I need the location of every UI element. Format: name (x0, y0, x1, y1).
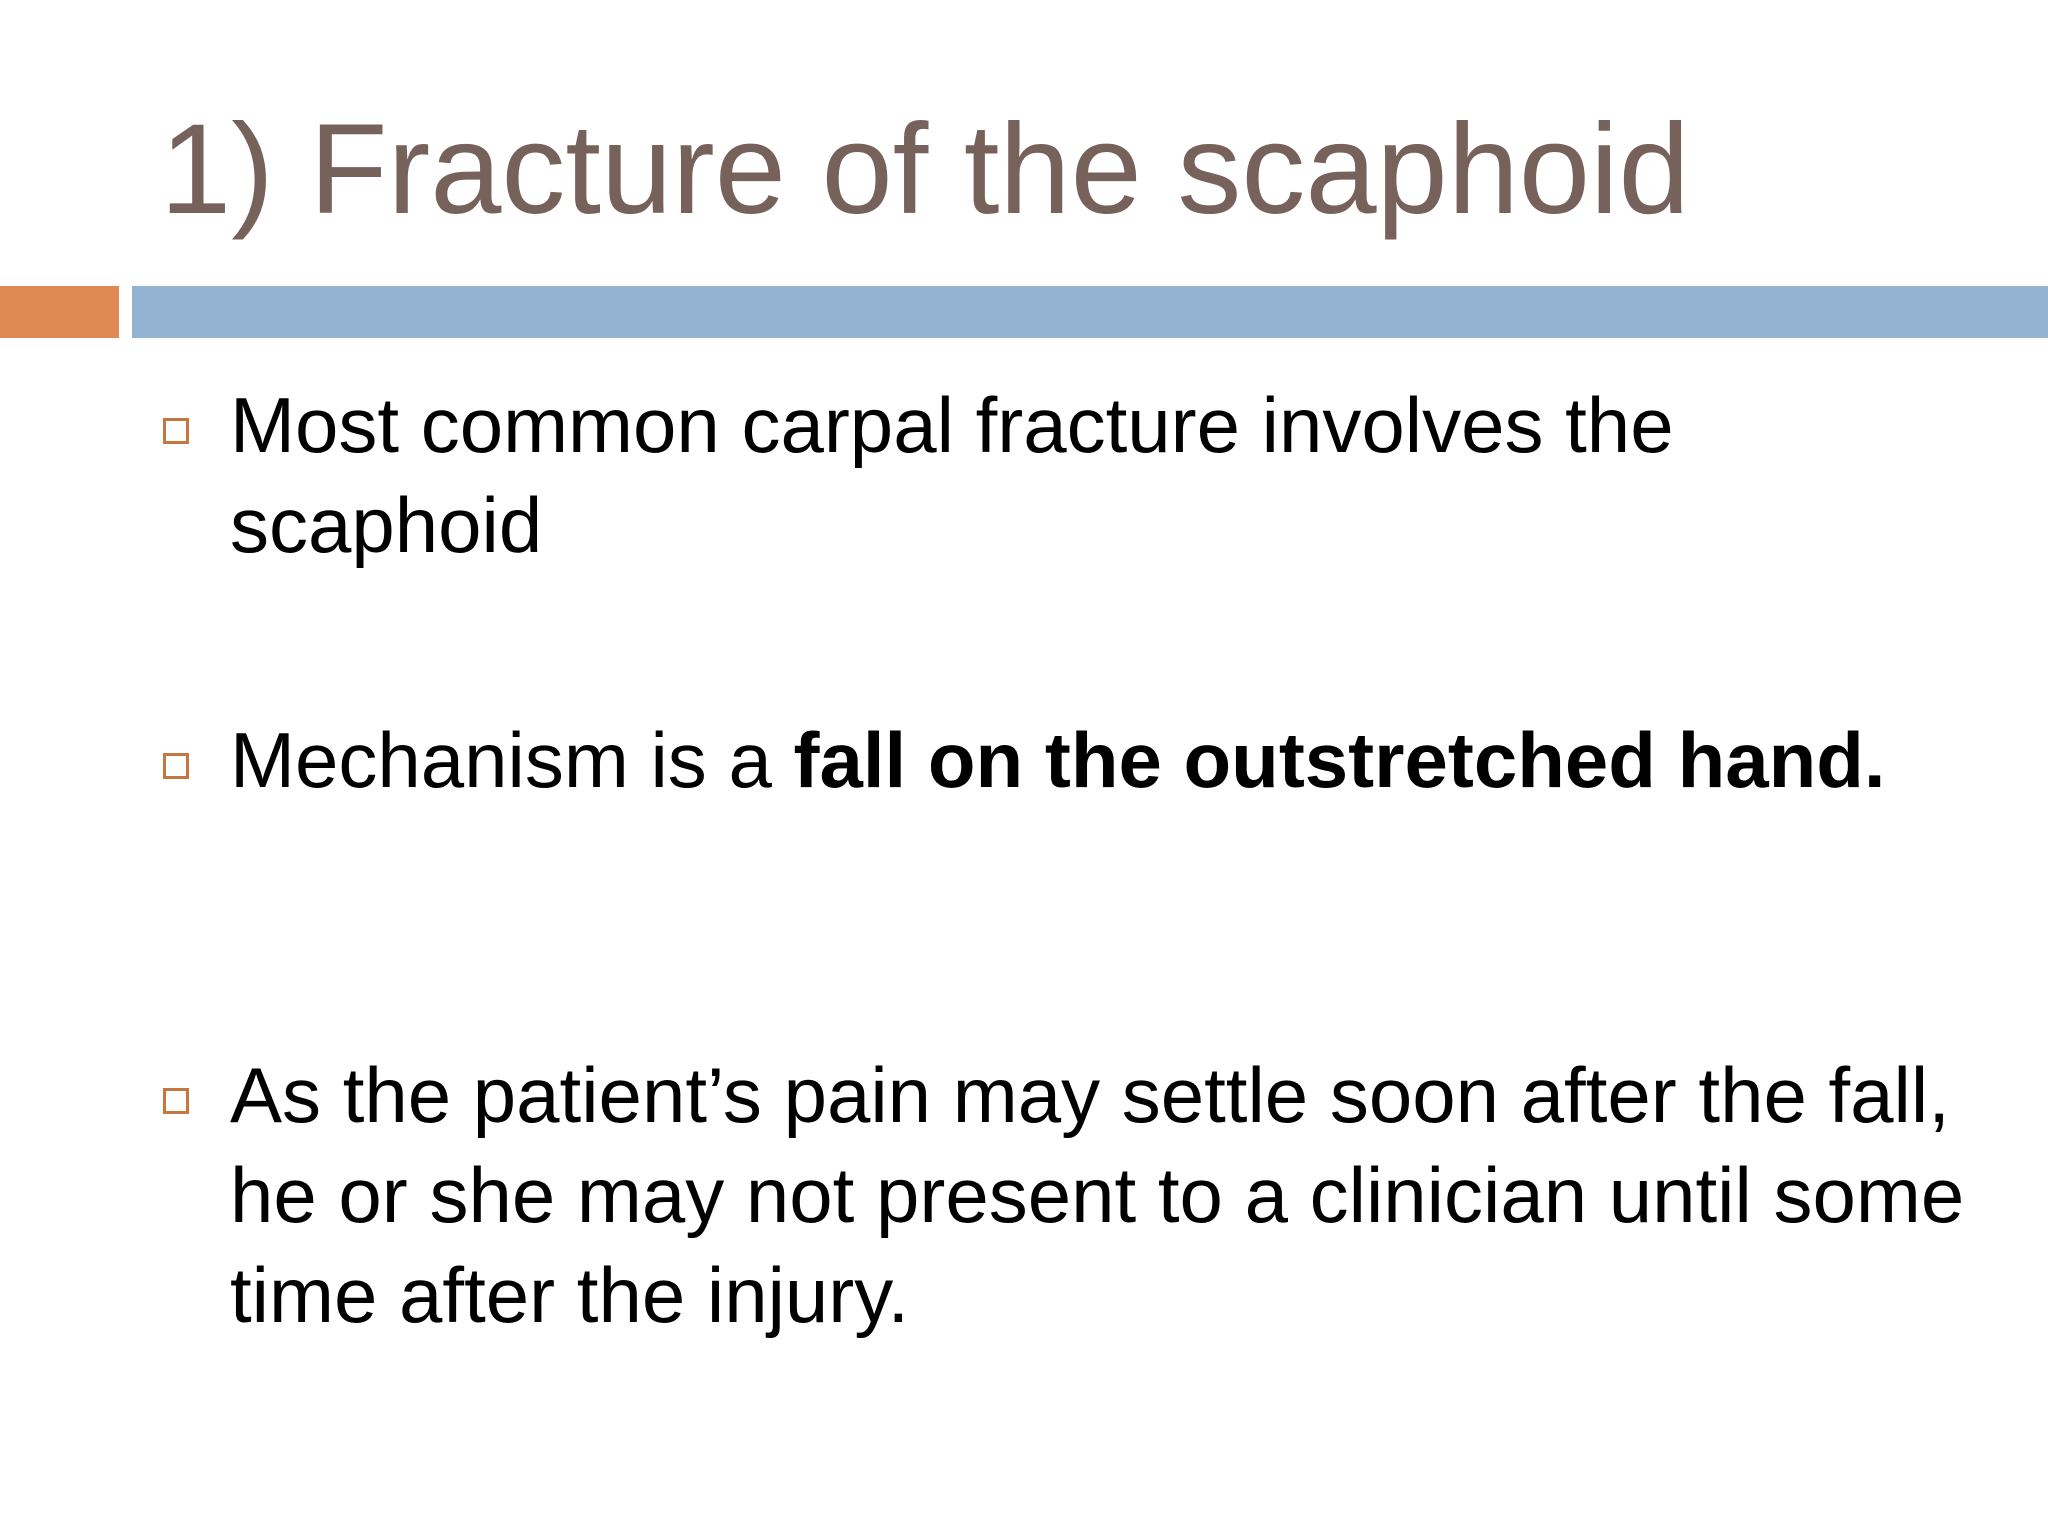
bullet-text-regular: As the patient’s pain may settle soon after the fall, he or she may not present to a clinician until some time after the injury. (230, 1051, 1965, 1339)
bullet-text (230, 1045, 1990, 1345)
bullet-text-regular: Mechanism is a (230, 716, 794, 804)
bullet-text (230, 375, 1990, 575)
hollow-square-bullet-icon (163, 418, 189, 444)
bullet-text (230, 710, 1990, 810)
bullet-text-bold: fall on the outstretched hand. (793, 716, 1886, 804)
hollow-square-bullet-icon (163, 1088, 189, 1114)
hollow-square-bullet-icon (163, 753, 189, 779)
bullet-text-regular: Most common carpal fracture involves the scaphoid (230, 381, 1674, 569)
slide-title: 1) Fracture of the scaphoid (160, 98, 1690, 241)
